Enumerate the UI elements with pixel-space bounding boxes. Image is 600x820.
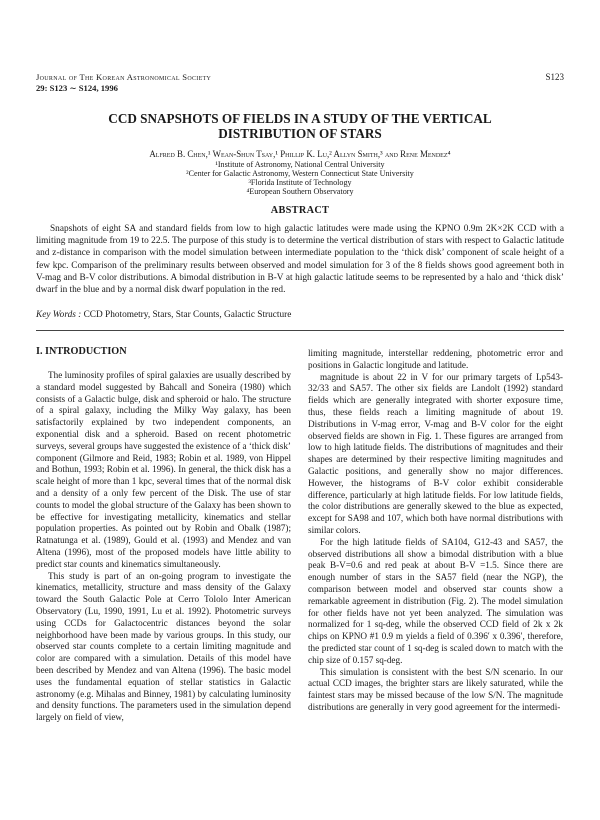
journal-header	[36, 72, 211, 94]
paragraph: This simulation is consistent with the best S/N scenario. In our actual CCD images, the brighter stars are likely saturated, while the faintest stars may be missed because of the low S/N. The magnitude distributions are generally in very good agreement for the intermedi-	[308, 666, 563, 712]
right-column	[308, 348, 563, 714]
paper-title	[36, 111, 564, 141]
affiliation-3: ³Florida Institute of Technology	[248, 178, 352, 187]
paragraph: limiting magnitude, interstellar reddening, photometric error and positions in Galactic longitude and latitude.	[308, 348, 563, 370]
journal-volume: 29: S123 ∼ S124, 1996	[36, 83, 118, 93]
affiliation-2: ²Center for Galactic Astronomy, Western Connecticut State University	[186, 169, 414, 178]
paragraph: magnitude is about 22 in V for our primary targets of Lp543-32/33 and SA57. The other six fields are Landolt (1992) standard fields which are generally integrated with shorter exposure time, thus, these fields reach a limiting magnitude of about 19. Distributions in V-mag error, V-mag and B-V color for the eight observed fields are shown in Fig. 1. These figures are arranged from low to high latitude fields. The distributions of magnitudes and their shapes are determined by their respective limiting magnitudes and Galactic positions, and generally show no major differences. However, the histograms of B-V color exhibit considerable difference, particularly at high latitude fields. For low latitude fields, the color distributions are generally skewed to the blue as expected, except for SA98 and 107, which both have normal distributions with similar colors.	[308, 371, 563, 535]
abstract-heading: ABSTRACT	[270, 205, 330, 216]
paragraph: The luminosity profiles of spiral galaxies are usually described by a standard model suggested by Bahcall and Soneira (1980) which consists of a Galactic bulge, disk and spheroid or halo. The structure of a spiral galaxy, including the Milky Way galaxy, has been satisfactorily explained by two independent components, an exponential disk and a spheroid. Based on recent photometric surveys, several groups have suggested the existence of a ‘thick disk’ component (Gilmore and Reid, 1983; Robin et al. 1989, von Hippel and Bothun, 1993; Robin et al. 1996). In general, the thick disk has a scale height of more than 1 kpc, several times that of the normal disk and a density of a only few percent of the Disk. The use of star counts to model the global structure of the Galaxy has been shown to be effective for investigating metallicity, kinematics and stellar population properties. As pointed out by Robin and Obalk (1987); Ratnatunga et al. (1989), Gould et al. (1993) and Mendez and van Altena (1996), most of the proposed models have little ability to predict star counts and kinematics simultaneously.	[36, 370, 291, 569]
author-list: Alfred B. Chen,¹ Wean-Shun Tsay,¹ Phillip K. Lu,² Allyn Smith,³ and Rene Mendez⁴	[149, 149, 451, 159]
title-line-1: CCD SNAPSHOTS OF FIELDS IN A STUDY OF THE VERTICAL	[108, 111, 492, 126]
divider	[36, 330, 564, 331]
section-heading: I. INTRODUCTION	[36, 346, 127, 357]
page-number: S123	[545, 72, 564, 82]
keywords-text: CCD Photometry, Stars, Star Counts, Galactic Structure	[81, 310, 292, 320]
keywords	[36, 310, 564, 320]
title-line-2: DISTRIBUTION OF STARS	[218, 126, 382, 141]
affiliation-1: ¹Institute of Astronomy, National Central University	[215, 160, 385, 169]
paragraph: For the high latitude fields of SA104, G12-43 and SA57, the observed distributions all show a bimodal distribution with a blue peak B-V=0.6 and red peak at about B-V =1.5. Since there are enough number of stars in the SA57 field (near the NGP), the comparison between model and observed star counts show a remarkable agreement in distribution (Fig. 2). The model simulation for other fields have not yet been analyzed. The simulation was normalized for 1 sq-deg, while the observed CCD field of 2k x 2k chips on KPNO #1 0.9 m yields a field of 0.396′ x 0.396′, therefore, the predicted star count of 1 sq-deg is scaled down to match with the chip size of 0.157 sq-deg.	[308, 536, 563, 665]
paragraph: This study is part of an on-going program to investigate the kinematics, metallicity, structure and mass density of the Galaxy toward the South Galactic Pole at Cerro Tololo Inter American Observatory (Lu, 1990, 1991, Lu et al. 1992). Photometric surveys using CCDs for Galactocentric distances beyond the solar neighborhood have been made by various groups. In this study, our observed star counts complete to a certain limiting magnitude and color are compared with a simulation. Details of this model have been described by Mendez and van Altena (1996). The basic model uses the fundamental equation of stellar statistics in Galactic astronomy (e.g. Mihalas and Binney, 1981) by calculating luminosity and density functions. The parameters used in the simulation depend largely on field of view,	[36, 570, 291, 723]
affiliation-4: ⁴European Southern Observatory	[246, 187, 354, 196]
left-column	[36, 362, 291, 724]
keywords-label: Key Words :	[36, 310, 82, 320]
abstract-text: Snapshots of eight SA and standard fields from low to high galactic latitudes were made using the KPNO 0.9m 2K×2K CCD with a limiting magnitude from 19 to 22.5. The purpose of this study is to determine the vertical distribution of stars with respect to Galactic latitude and z-distance in comparison with the model simulation between intermediate population to the ‘thick disk’ component of scale height of a few kpc. Comparison of the preliminary results between observed and model simulation for 3 of the 8 fields shows good agreement both in V-mag and B-V color distributions. A bimodal distribution in B-V at high galactic latitude seems to be represented by a halo and ‘thick disk’ dwarf in the blue and by a normal disk dwarf population in the red.	[36, 224, 564, 296]
journal-name: Journal of The Korean Astronomical Society	[36, 72, 212, 82]
